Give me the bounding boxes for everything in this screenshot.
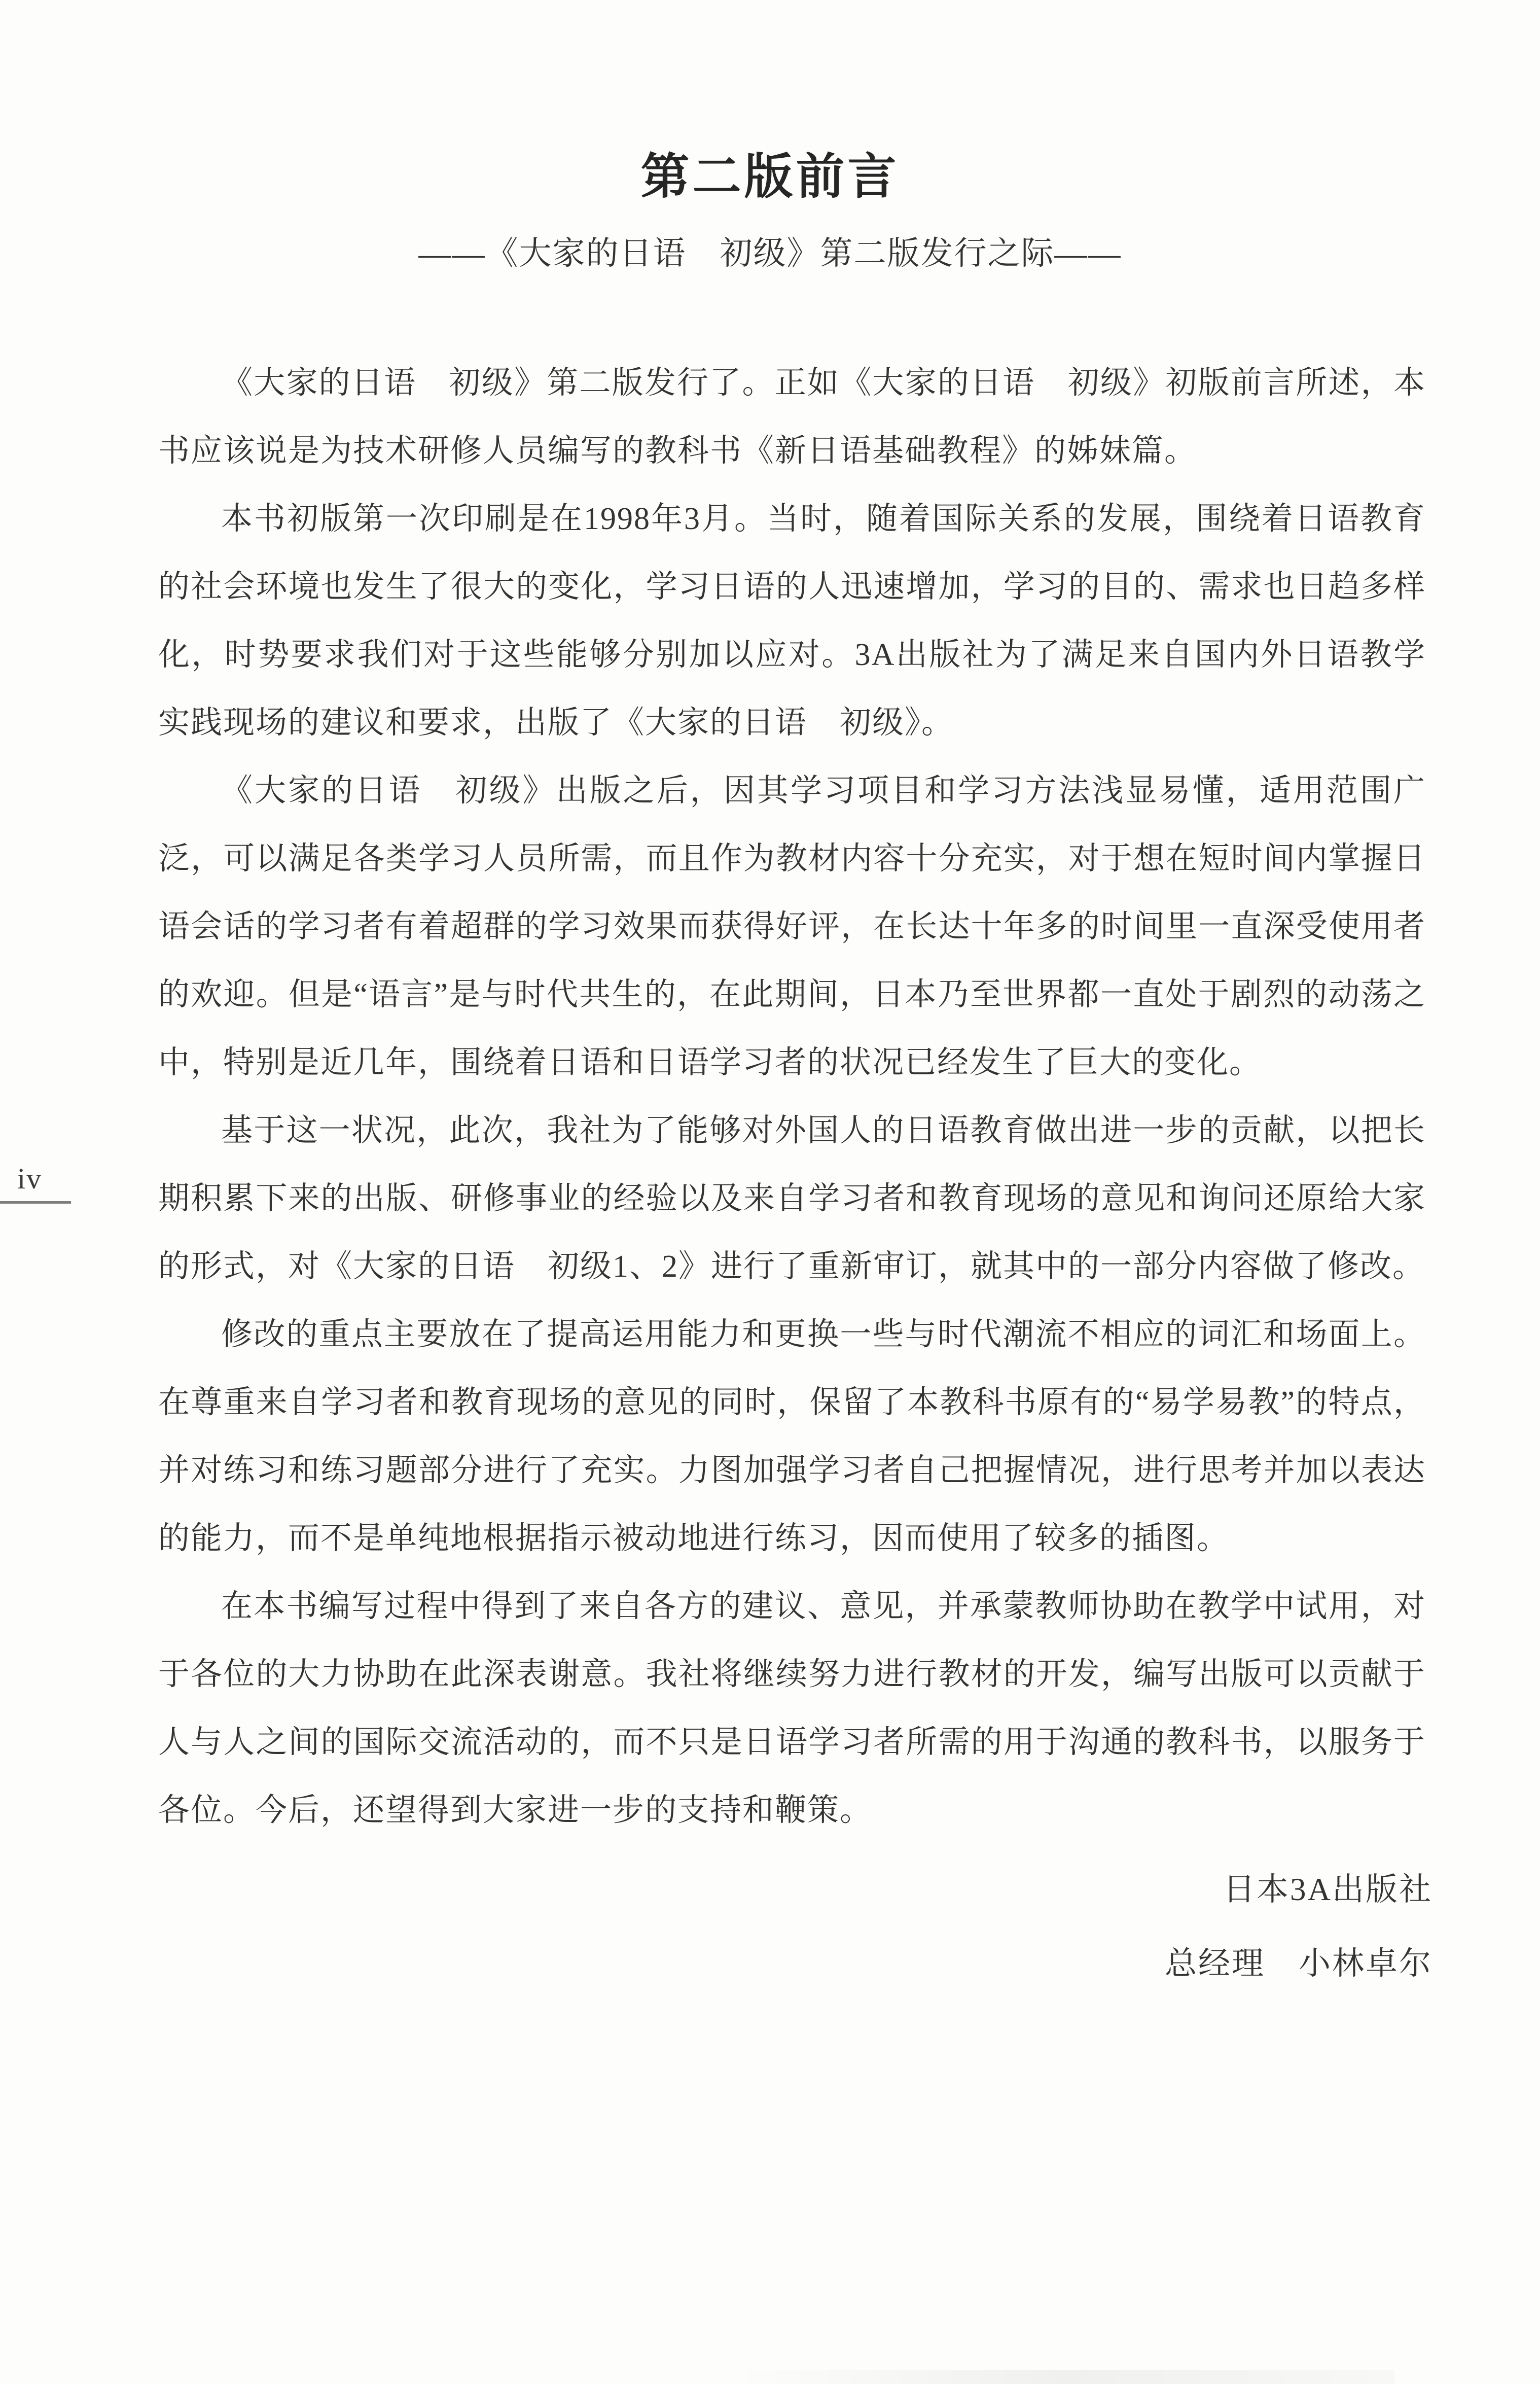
- scan-shadow-artifact: [735, 2370, 1394, 2384]
- body-paragraph: 基于这一状况，此次，我社为了能够对外国人的日语教育做出进一步的贡献，以把长期积累下来的出版、研修事业的经验以及来自学习者和教育现场的意见和询问还原给大家的形式，对《大家的日语 初级1、2》进行了重新审订，就其中的一部分内容做了修改。: [158, 1113, 1426, 1284]
- preface-body: [158, 349, 1426, 1844]
- body-paragraph: 修改的重点主要放在了提高运用能力和更换一些与时代潮流不相应的词汇和场面上。在尊重来自学习者和教育现场的意见的同时，保留了本教科书原有的“易学易教”的特点，并对练习和练习题部分进行了充实。力图加强学习者自己把握情况，进行思考并加以表达的能力，而不是单纯地根据指示被动地进行练习，因而使用了较多的插图。: [158, 1317, 1426, 1556]
- page-number-rule: [0, 1201, 71, 1204]
- page-number: iv: [17, 1162, 43, 1195]
- body-paragraph: 《大家的日语 初级》出版之后，因其学习项目和学习方法浅显易懂，适用范围广泛，可以满足各类学习人员所需，而且作为教材内容十分充实，对于想在短时间内掌握日语会话的学习者有着超群的学习效果而获得好评，在长达十年多的时间里一直深受使用者的欢迎。但是“语言”是与时代共生的，在此期间，日本乃至世界都一直处于剧烈的动荡之中，特别是近几年，围绕着日语和日语学习者的状况已经发生了巨大的变化。: [158, 774, 1426, 1080]
- body-paragraph: 本书初版第一次印刷是在1998年3月。当时，随着国际关系的发展，围绕着日语教育的社会环境也发生了很大的变化，学习日语的人迅速增加，学习的目的、需求也日趋多样化，时势要求我们对于这些能够分别加以应对。3A出版社为了满足来自国内外日语教学实践现场的建议和要求，出版了《大家的日语 初级》。: [158, 502, 1426, 740]
- signature-block: [1165, 1852, 1432, 2001]
- signature-signer: 总经理 小林卓尔: [1165, 1946, 1432, 1981]
- signature-publisher: 日本3A出版社: [1223, 1872, 1432, 1907]
- body-paragraph: 在本书编写过程中得到了来自各方的建议、意见，并承蒙教师协助在教学中试用，对于各位的大力协助在此深表谢意。我社将继续努力进行教材的开发，编写出版可以贡献于人与人之间的国际交流活动的，而不只是日语学习者所需的用于沟通的教科书，以服务于各位。今后，还望得到大家进一步的支持和鞭策。: [158, 1589, 1426, 1828]
- body-paragraph: 《大家的日语 初级》第二版发行了。正如《大家的日语 初级》初版前言所述，本书应该说是为技术研修人员编写的教科书《新日语基础教程》的姊妹篇。: [158, 366, 1426, 468]
- page-title: 第二版前言: [640, 148, 900, 205]
- page-subtitle: ——《大家的日语 初级》第二版发行之际——: [418, 235, 1122, 271]
